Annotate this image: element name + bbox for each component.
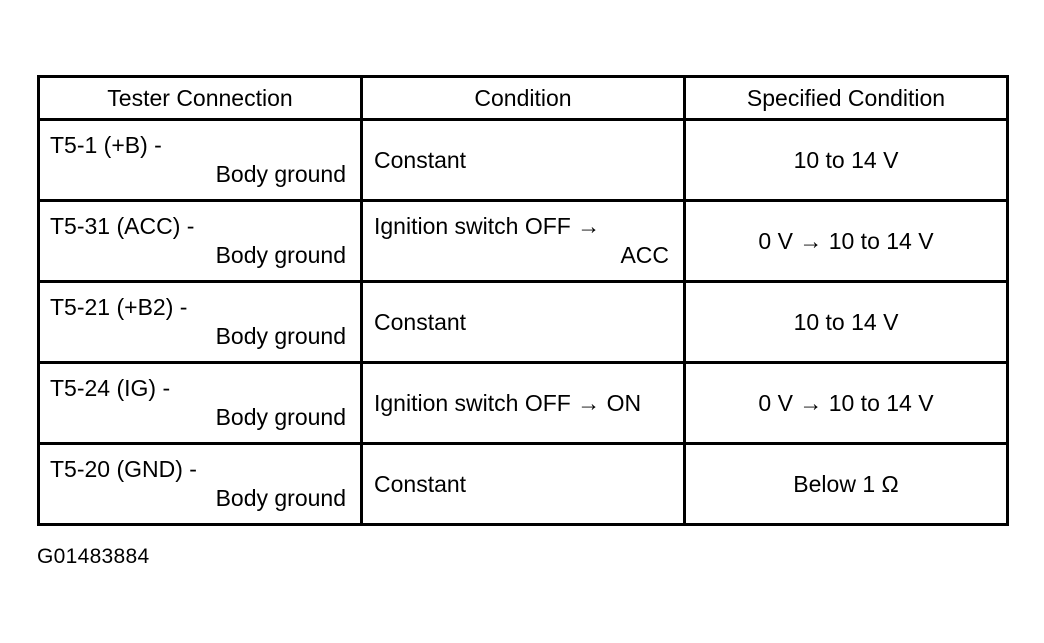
- tester-terminal: T5-21 (+B2) -: [50, 294, 188, 321]
- tester-ground: Body ground: [215, 404, 346, 430]
- condition-cell: [362, 363, 685, 444]
- header-tester-connection: Tester Connection: [39, 77, 362, 120]
- condition-text-continued: ACC: [620, 242, 669, 268]
- specified-condition-cell: 0 V → 10 to 14 V: [685, 363, 1008, 444]
- tester-ground: Body ground: [215, 242, 346, 268]
- table-row: [39, 444, 1008, 525]
- specified-condition-cell: 10 to 14 V: [685, 120, 1008, 201]
- tester-connection-cell: [39, 120, 362, 201]
- header-specified-condition: Specified Condition: [685, 77, 1008, 120]
- table-row: [39, 282, 1008, 363]
- condition-cell: [362, 444, 685, 525]
- table-header-row: [39, 77, 1008, 120]
- figure-id: G01483884: [37, 545, 150, 568]
- table-row: [39, 120, 1008, 201]
- tester-ground: Body ground: [215, 161, 346, 187]
- condition-text: Constant: [374, 470, 467, 497]
- tester-terminal: T5-1 (+B) -: [50, 132, 162, 159]
- tester-terminal: T5-24 (IG) -: [50, 375, 171, 402]
- specification-table: [37, 75, 1009, 526]
- tester-terminal: T5-20 (GND) -: [50, 456, 197, 483]
- condition-cell: [362, 201, 685, 282]
- tester-connection-cell: [39, 444, 362, 525]
- table-row: [39, 363, 1008, 444]
- condition-cell: [362, 120, 685, 201]
- specified-condition-cell: 10 to 14 V: [685, 282, 1008, 363]
- condition-text: Constant: [374, 308, 467, 335]
- condition-text: Constant: [374, 146, 467, 173]
- condition-text: Ignition switch OFF → ON: [374, 389, 642, 416]
- table-row: [39, 201, 1008, 282]
- condition-text: Ignition switch OFF →: [374, 213, 601, 240]
- tester-connection-cell: [39, 363, 362, 444]
- specified-condition-cell: 0 V → 10 to 14 V: [685, 201, 1008, 282]
- tester-connection-cell: [39, 282, 362, 363]
- specified-condition-cell: Below 1 Ω: [685, 444, 1008, 525]
- tester-connection-cell: [39, 201, 362, 282]
- tester-terminal: T5-31 (ACC) -: [50, 213, 195, 240]
- condition-cell: [362, 282, 685, 363]
- header-condition: Condition: [362, 77, 685, 120]
- tester-ground: Body ground: [215, 323, 346, 349]
- tester-ground: Body ground: [215, 485, 346, 511]
